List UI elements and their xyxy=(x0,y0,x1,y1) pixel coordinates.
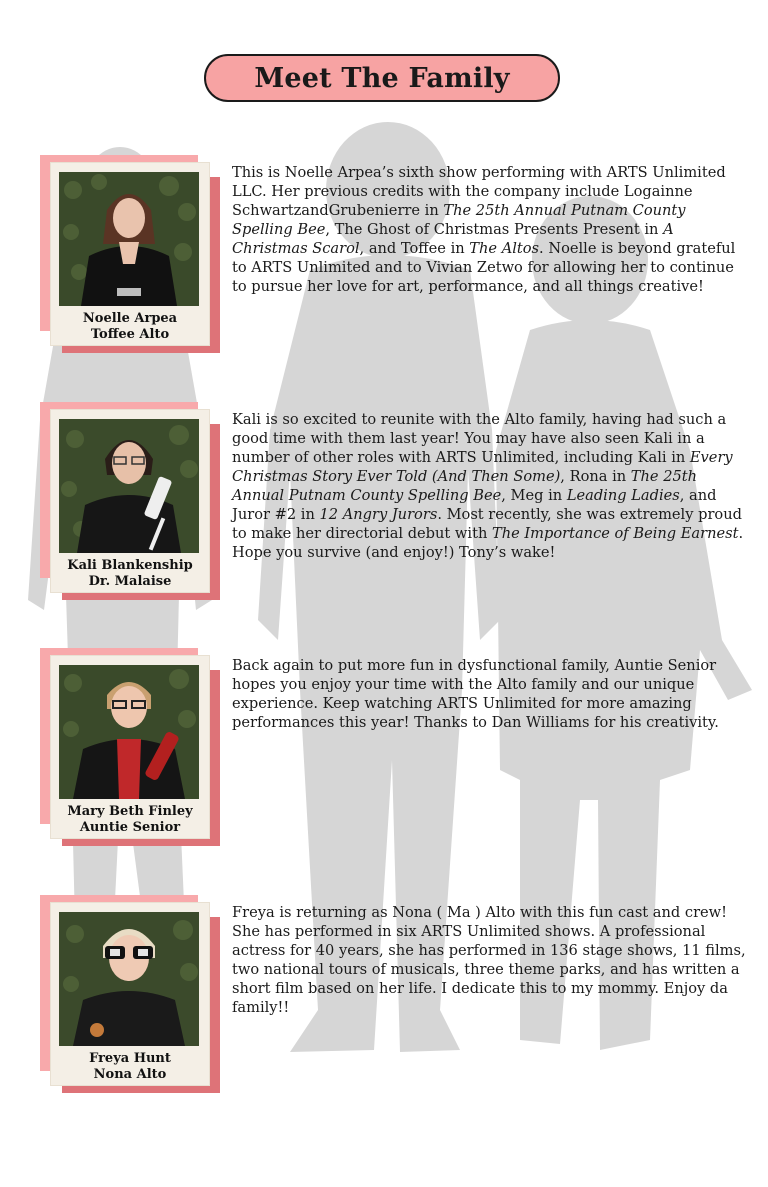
bio-text xyxy=(232,656,750,732)
show-title: The 25th Annual Putnam County Spelling Bee xyxy=(232,202,686,238)
bio-segment: This is Noelle Arpea’s sixth show performing with ARTS Unlimited LLC. Her previous credits with the company include Logainne SchwartzandGrubenierre in xyxy=(232,164,726,219)
headshot-photo xyxy=(59,419,199,553)
bio-segment: , Meg in xyxy=(501,487,567,504)
actor-bio xyxy=(232,410,750,562)
actor-bio xyxy=(232,163,750,296)
bio-segment: . Hope you survive (and enjoy!) Tony’s wake! xyxy=(232,525,744,561)
show-title: Every Christmas Story Ever Told (And Then Some) xyxy=(232,449,733,485)
headshot-photo xyxy=(59,665,199,799)
page-title: Meet The Family xyxy=(254,62,510,94)
polaroid-card xyxy=(51,903,209,1085)
polaroid-card xyxy=(51,163,209,345)
bio-segment: , Rona in xyxy=(560,468,631,485)
bio-segment: Back again to put more fun in dysfunctional family, Auntie Senior hopes you enjoy your time with the Alto family and our unique experience. Keep watching ARTS Unlimited for more amazing performances this year! Thanks to Dan Williams for his creativity. xyxy=(232,657,719,731)
headshot-frame xyxy=(40,648,222,848)
show-title: The 25th Annual Putnam County Spelling Bee xyxy=(232,468,698,504)
headshot-caption xyxy=(51,1051,209,1083)
actor-name: Kali Blankenship xyxy=(67,558,193,573)
character-name: Toffee Alto xyxy=(90,327,170,342)
polaroid-card xyxy=(51,410,209,592)
show-title: Leading Ladies xyxy=(566,487,680,504)
character-name: Auntie Senior xyxy=(79,820,181,835)
headshot-caption xyxy=(51,804,209,836)
cast-member-mary-beth-finley xyxy=(0,648,768,848)
character-name: Nona Alto xyxy=(93,1067,167,1082)
cast-member-kali-blankenship xyxy=(0,402,768,602)
actor-name: Freya Hunt xyxy=(89,1051,171,1066)
show-title: 12 Angry Jurors xyxy=(319,506,438,523)
headshot-frame xyxy=(40,895,222,1095)
headshot-frame xyxy=(40,155,222,355)
headshot-caption xyxy=(51,558,209,590)
bio-text xyxy=(232,903,750,1017)
cast-member-freya-hunt xyxy=(0,895,768,1095)
character-name: Dr. Malaise xyxy=(88,574,172,589)
actor-bio xyxy=(232,903,750,1017)
bio-segment: Kali is so excited to reunite with the Alto family, having had such a good time with them last year! You may have also seen Kali in a number of other roles with ARTS Unlimited, including Kali in xyxy=(232,411,727,466)
bio-segment: , and Juror #2 in xyxy=(232,487,717,523)
page-title-banner xyxy=(204,54,560,102)
show-title: A Christmas Scarol xyxy=(232,221,674,257)
bio-segment: , The Ghost of Christmas Presents Present in xyxy=(325,221,664,238)
headshot-photo xyxy=(59,172,199,306)
bio-segment: . Most recently, she was extremely proud to make her directorial debut with xyxy=(232,506,742,542)
bio-text xyxy=(232,410,750,562)
cast-member-noelle-arpea xyxy=(0,155,768,355)
bio-segment: , and Toffee in xyxy=(359,240,470,257)
polaroid-card xyxy=(51,656,209,838)
show-title: The Importance of Being Earnest xyxy=(491,525,739,542)
actor-bio xyxy=(232,656,750,732)
headshot-caption xyxy=(51,311,209,343)
actor-name: Noelle Arpea xyxy=(82,311,178,326)
bio-text xyxy=(232,163,750,296)
show-title: The Altos xyxy=(469,240,540,257)
actor-name: Mary Beth Finley xyxy=(67,804,193,819)
bio-segment: . Noelle is beyond grateful to ARTS Unlimited and to Vivian Zetwo for allowing her to continue to pursue her love for art, performance, and all things creative! xyxy=(232,240,736,295)
headshot-photo xyxy=(59,912,199,1046)
bio-segment: Freya is returning as Nona ( Ma ) Alto with this fun cast and crew! She has performed in six ARTS Unlimited shows. A professional actress for 40 years, she has performed in 136 stage shows, 11 films, two national tours of musicals, three theme parks, and has written a short film based on her life. I dedicate this to my mommy. Enjoy da family!! xyxy=(232,904,746,1016)
headshot-frame xyxy=(40,402,222,602)
